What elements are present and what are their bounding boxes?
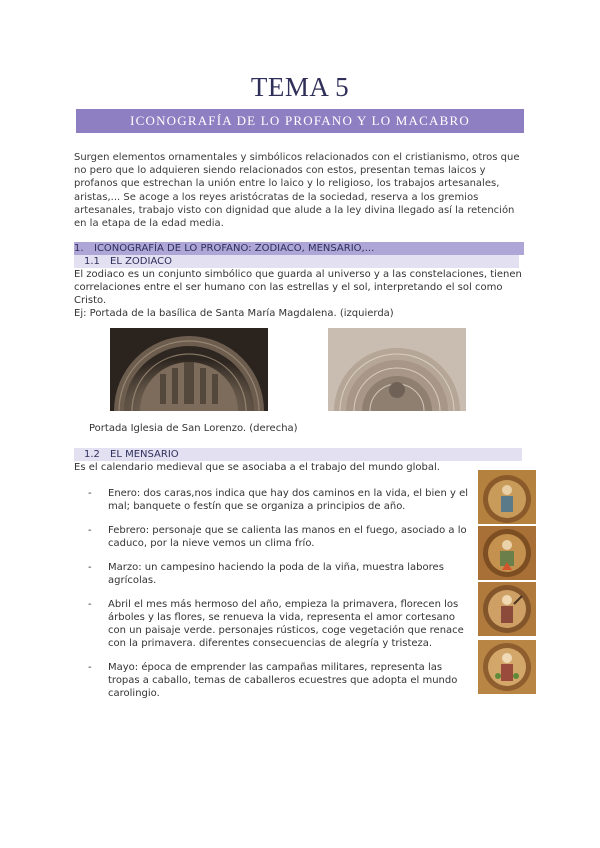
list-dash: - bbox=[88, 662, 92, 673]
list-item-mayo bbox=[88, 661, 473, 700]
list-item-text: Enero: dos caras,nos indica que hay dos caminos en la vida, el bien y el mal; banquete o festín que se organiza a principios de año. bbox=[108, 488, 469, 512]
list-dash: - bbox=[88, 488, 92, 499]
thumbnail-marzo bbox=[478, 582, 536, 636]
portal-photo-san-lorenzo bbox=[328, 328, 466, 411]
thumbnail-enero bbox=[478, 470, 536, 524]
intro-paragraph: Surgen elementos ornamentales y simbólicos relacionados con el cristianismo, otros que no pero que lo adquieren siendo relacionados con estos, presentan temas laicos y profanos que estrechan la unión entre lo laico y lo religioso, los trabajos artesanales, aristas,... Se acoge a los reyes aristócratas de la sociedad, reserva a los gremios artesanales, trabajo visto con dignidad que alude a la ley divina llegado así la retención en la etapa de la edad media. bbox=[74, 152, 520, 230]
subsection-number: 1.2 bbox=[84, 449, 100, 460]
list-item-text: Abril el mes más hermoso del año, empieza la primavera, florecen los árboles y las flores, se renueva la vida, representa el amor cortesano con un paisaje verde. personajes rústicos, coge vegetación que renace con la primavera. diferentes consecuencias de alegría y tristeza. bbox=[108, 599, 464, 649]
list-item-marzo bbox=[88, 561, 473, 587]
mensario-paragraph: Es el calendario medieval que se asociaba a el trabajo del mundo global. bbox=[74, 462, 440, 473]
list-item-enero bbox=[88, 487, 473, 513]
subsection-heading-zodiaco bbox=[74, 255, 519, 268]
list-dash: - bbox=[88, 599, 92, 610]
subsection-number: 1.1 bbox=[84, 256, 100, 267]
subsection-heading-mensario bbox=[74, 448, 522, 461]
zodiaco-example: Ej: Portada de la basílica de Santa María Magdalena. (izquierda) bbox=[74, 308, 394, 319]
list-dash: - bbox=[88, 562, 92, 573]
section-number: 1. bbox=[74, 243, 84, 254]
subsection-title: EL ZODIACO bbox=[110, 256, 172, 267]
thumbnail-abril bbox=[478, 640, 536, 694]
section-heading-1 bbox=[74, 242, 524, 255]
subsection-title: EL MENSARIO bbox=[110, 449, 179, 460]
months-list bbox=[88, 487, 473, 700]
list-item-text: Febrero: personaje que se calienta las manos en el fuego, asociado a lo caduco, por la nieve vemos un clima frío. bbox=[108, 525, 467, 549]
list-item-text: Mayo: época de emprender las campañas militares, representa las tropas a caballo, temas de caballeros ecuestres que adopta el mundo carolingio. bbox=[108, 662, 458, 699]
section-title: ICONOGRAFÍA DE LO PROFANO: ZODIACO, MENSARIO,... bbox=[94, 243, 375, 254]
list-item-text: Marzo: un campesino haciendo la poda de la viña, muestra labores agrícolas. bbox=[108, 562, 444, 586]
list-dash: - bbox=[88, 525, 92, 536]
list-item-febrero bbox=[88, 524, 473, 550]
zodiaco-paragraph: El zodiaco es un conjunto simbólico que guarda al universo y a las constelaciones, tienen correlaciones entre el ser humano con las estrellas y el sol, interpretando el sol como Cristo. bbox=[74, 269, 522, 306]
portal-caption: Portada Iglesia de San Lorenzo. (derecha) bbox=[89, 423, 298, 434]
page-title: TEMA 5 bbox=[250, 72, 350, 102]
portal-photo-magdalena bbox=[110, 328, 268, 411]
thumbnail-febrero bbox=[478, 526, 536, 580]
topic-banner: ICONOGRAFÍA DE LO PROFANO Y LO MACABRO bbox=[76, 109, 524, 133]
list-item-abril bbox=[88, 598, 473, 650]
